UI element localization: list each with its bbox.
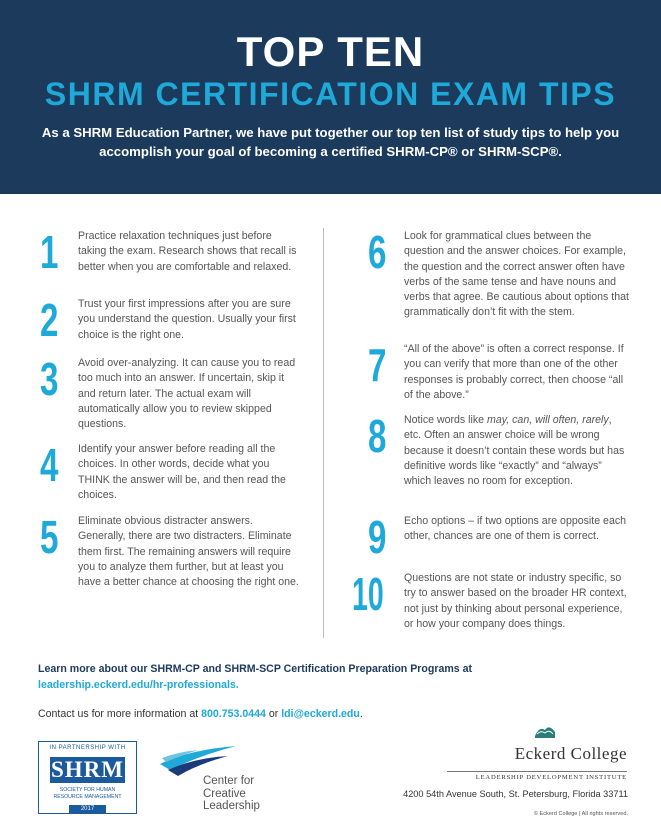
tip-text: Trust your first impressions after you are sure you understand the question. Usually your first choice is the right one.	[78, 298, 296, 341]
tip-number: 8	[368, 410, 387, 462]
tip-5	[40, 511, 320, 604]
contact-label: Contact us for more information at	[38, 708, 202, 720]
shrm-subtitle	[39, 787, 136, 800]
shrm-subtitle-line1: SOCIETY FOR HUMAN	[59, 787, 116, 793]
tip-number: 10	[352, 568, 384, 620]
ccl-swoosh-icon	[158, 744, 238, 778]
title-shrm-exam-tips: SHRM CERTIFICATION EXAM TIPS	[44, 76, 617, 112]
tip-text-part: , etc. Often an answer choice will be wrong because it doesn’t contain these words but has definitive words like “exactly” and “always” which leaves no room for exception.	[404, 414, 625, 488]
tip-text: Identify your answer before reading all the choices. In other words, decide what you THINK the answer will be, and then read the choices.	[78, 443, 286, 501]
ccl-line2: Creative	[203, 787, 246, 800]
shrm-partner-logo	[38, 741, 137, 814]
tip-number: 7	[368, 339, 387, 391]
tip-text: Look for grammatical clues between the question and the answer choices. For example, the question and the correct answer often have verbs of the same tense and have nouns and verbs that agree. Be cautious about options that grammatically don’t fit with the stem.	[404, 230, 629, 319]
tip-8	[368, 410, 638, 503]
ccl-wordmark	[203, 775, 260, 813]
tip-text	[404, 413, 629, 489]
email-link[interactable]: ldi@eckerd.edu	[281, 708, 360, 720]
eckerd-wave-icon	[533, 722, 557, 740]
tip-text-emphasis: may, can, will often, rarely	[487, 414, 609, 426]
tip-2	[40, 294, 320, 347]
contact-or: or	[265, 708, 282, 720]
tip-number: 4	[40, 439, 59, 491]
tip-4	[40, 439, 320, 504]
shrm-wordmark: SHRM	[51, 757, 124, 782]
tip-text: “All of the above” is often a correct response. If you can verify that more than one of the other responses is probably correct, then choose “all of the above.”	[404, 343, 624, 401]
tip-number: 2	[40, 294, 59, 346]
eckerd-address: 4200 54th Avenue South, St. Petersburg, Florida 33711	[403, 789, 628, 799]
learn-more-label: Learn more about our SHRM-CP and SHRM-SCP Certification Preparation Programs at	[38, 663, 473, 675]
shrm-partnership-label: IN PARTNERSHIP WITH	[49, 745, 126, 751]
tip-number: 3	[40, 353, 59, 405]
tip-number: 9	[368, 511, 387, 563]
eckerd-legal: © Eckerd College | All rights reserved.	[533, 811, 628, 817]
ccl-line3: Leadership	[203, 800, 260, 812]
tip-text: Echo options – if two options are opposite each other, chances are one of them is correct.	[404, 515, 627, 543]
title-top-ten: TOP TEN	[236, 28, 425, 75]
ccl-line1: Center for	[203, 775, 255, 787]
tip-text: Questions are not state or industry specific, so try to answer based on the broader HR context, not just by thinking about personal experience, or how your company does things.	[404, 572, 627, 630]
tip-1	[40, 226, 320, 289]
intro-text: As a SHRM Education Partner, we have put together our top ten list of study tips to help you accomplish your goal of becoming a certified SHRM-CP® or SHRM-SCP®.	[41, 125, 620, 159]
column-divider	[323, 228, 324, 638]
tip-text-part: Notice words like	[404, 414, 488, 426]
tip-number: 5	[40, 511, 59, 563]
tip-number: 1	[40, 226, 59, 278]
header-banner	[0, 0, 661, 194]
contact-text	[38, 707, 363, 721]
tip-number: 6	[368, 226, 387, 278]
learn-more-text	[38, 662, 598, 693]
tip-10	[352, 568, 638, 646]
tip-7	[368, 339, 638, 402]
tip-6	[368, 226, 638, 329]
shrm-subtitle-line2: RESOURCE MANAGEMENT	[53, 793, 122, 800]
tip-text: Practice relaxation techniques just before taking the exam. Research shows that recall is better when you are comfortable and relaxed.	[78, 230, 297, 273]
programs-link[interactable]: leadership.eckerd.edu/hr-professionals.	[38, 678, 239, 691]
eckerd-ldi-label: LEADERSHIP DEVELOPMENT INSTITUTE	[447, 771, 627, 781]
tip-9	[368, 511, 638, 563]
contact-end: .	[359, 708, 363, 720]
tip-3	[40, 353, 320, 431]
phone-link[interactable]: 800.753.0444	[201, 708, 266, 720]
shrm-year: 2017	[69, 805, 106, 814]
tip-text: Eliminate obvious distracter answers. Generally, there are two distracters. Eliminate them first. The remaining answers will require you to analyze them further, but at least you have a better chance at choosing the right one.	[78, 515, 299, 589]
tip-text: Avoid over-analyzing. It can cause you to read too much into an answer. If uncertain, skip it and return later. The actual exam will automatically allow you to review skipped questions.	[78, 357, 296, 431]
eckerd-college-name: Eckerd College	[514, 744, 627, 763]
